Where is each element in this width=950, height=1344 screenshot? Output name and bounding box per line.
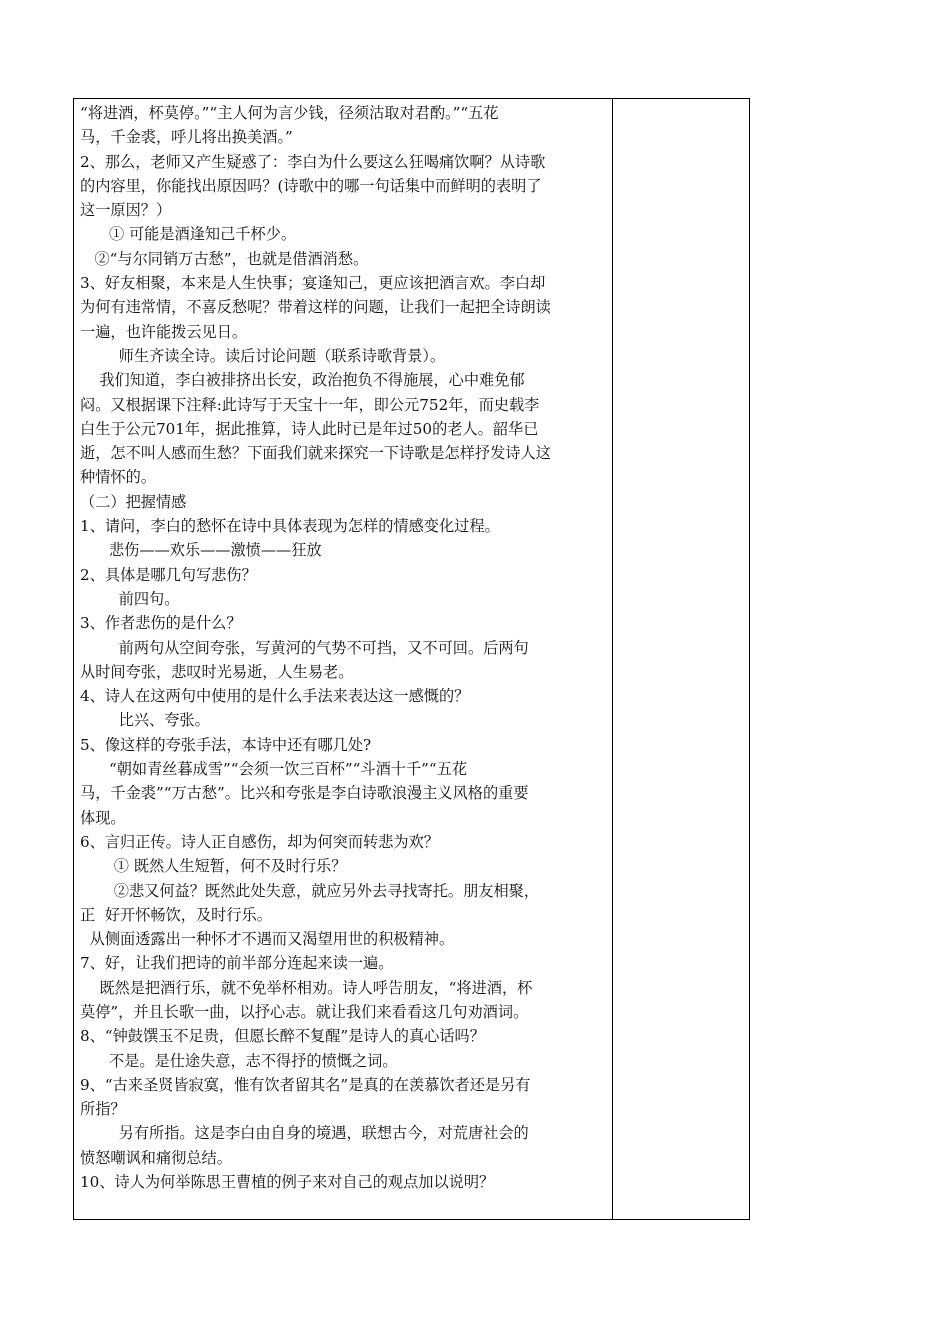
text-line: 种情怀的。 bbox=[80, 468, 156, 487]
text-line: 8、“钟鼓馔玉不足贵，但愿长醉不复醒”是诗人的真心话吗？ bbox=[80, 1027, 485, 1046]
text-line: 正 好开怀畅饮，及时行乐。 bbox=[80, 905, 272, 924]
text-line: 体现。 bbox=[80, 808, 126, 827]
text-line: 10、诗人为何举陈思王曹植的例子来对自己的观点加以说明？ bbox=[80, 1173, 495, 1192]
text-line: 马，千金裘”“万古愁”。比兴和夸张是李白诗歌浪漫主义风格的重要 bbox=[80, 784, 529, 803]
text-line: 马，千金裘，呼儿将出换美酒。” bbox=[80, 128, 293, 147]
text-line: 既然是把酒行乐，就不免举杯相劝。诗人呼告朋友，“将进酒，杯 bbox=[80, 978, 533, 997]
text-line: 这一原因？） bbox=[80, 201, 172, 220]
lesson-content bbox=[80, 101, 606, 1194]
text-line: ②悲又何益？既然此处失意，就应另外去寻找寄托。朋友相聚， bbox=[80, 881, 540, 900]
text-line: 7、好，让我们把诗的前半部分连起来读一遍。 bbox=[80, 954, 394, 973]
text-line: 愤怒嘲讽和痛彻总结。 bbox=[80, 1148, 232, 1167]
text-line: “朝如青丝暮成雪”“会须一饮三百杯”“斗酒十千”“五花 bbox=[80, 760, 468, 779]
text-line: 不是。是仕途失意，志不得抒的愤慨之词。 bbox=[80, 1051, 398, 1070]
text-line: 所指？ bbox=[80, 1100, 126, 1119]
text-line: 3、作者悲伤的是什么？ bbox=[80, 614, 242, 633]
section-heading: （二）把握情感 bbox=[80, 492, 187, 511]
text-line: ②“与尔同销万古愁”，也就是借酒消愁。 bbox=[80, 249, 369, 268]
text-line: 我们知道，李白被排挤出长安，政治抱负不得施展，心中难免郁 bbox=[80, 371, 525, 390]
text-line: 为何有违常情，不喜反愁呢？带着这样的问题，让我们一起把全诗朗读 bbox=[80, 298, 551, 317]
text-line: 悲伤——欢乐——激愤——狂放 bbox=[80, 541, 322, 560]
text-line: 的内容里，你能找出原因吗？(诗歌中的哪一句话集中而鲜明的表明了 bbox=[80, 176, 542, 195]
text-line: 5、像这样的夸张手法，本诗中还有哪几处? bbox=[80, 735, 372, 754]
text-line: ① 可能是酒逢知己千杯少。 bbox=[80, 225, 297, 244]
text-line: 莫停”，并且长歌一曲，以抒心志。就让我们来看看这几句劝酒词。 bbox=[80, 1002, 529, 1021]
text-line: 白生于公元701年，据此推算，诗人此时已是年过50的老人。韶华已 bbox=[80, 419, 539, 438]
text-line: 前两句从空间夸张，写黄河的气势不可挡，又不可回。后两句 bbox=[80, 638, 529, 657]
text-line: 2、具体是哪几句写悲伤？ bbox=[80, 565, 257, 584]
text-line: 3、好友相聚，本来是人生快事；宴逢知己，更应该把酒言欢。李白却 bbox=[80, 274, 546, 293]
text-line: 师生齐读全诗。读后讨论问题（联系诗歌背景）。 bbox=[80, 346, 446, 365]
text-line: 9、“古来圣贤皆寂寞，惟有饮者留其名”是真的在羡慕饮者还是另有 bbox=[80, 1075, 531, 1094]
text-line: 前四句。 bbox=[80, 589, 180, 608]
text-line: 6、言归正传。诗人正自感伤，却为何突而转悲为欢？ bbox=[80, 832, 439, 851]
text-line: 比兴、夸张。 bbox=[80, 711, 210, 730]
notes-column bbox=[613, 99, 749, 1219]
text-line: 闷。又根据课下注释:此诗写于天宝十一年，即公元752年，而史载李 bbox=[80, 395, 540, 414]
text-line: 从侧面透露出一种怀才不遇而又渴望用世的积极精神。 bbox=[80, 930, 455, 949]
text-line: 2、那么，老师又产生疑惑了：李白为什么要这么狂喝痛饮啊？从诗歌 bbox=[80, 152, 546, 171]
text-line: 1、请问，李白的愁怀在诗中具体表现为怎样的情感变化过程。 bbox=[80, 517, 500, 536]
text-line: 另有所指。这是李白由自身的境遇，联想古今，对荒唐社会的 bbox=[80, 1124, 529, 1143]
text-line: 4、诗人在这两句中使用的是什么手法来表达这一感慨的？ bbox=[80, 687, 470, 706]
lesson-table bbox=[73, 98, 750, 1220]
text-line: 逝，怎不叫人感而生愁？下面我们就来探究一下诗歌是怎样抒发诗人这 bbox=[80, 444, 551, 463]
text-line: 一遍，也许能拨云见日。 bbox=[80, 322, 248, 341]
text-line: ① 既然人生短暂，何不及时行乐？ bbox=[80, 857, 347, 876]
text-line: “将进酒，杯莫停。”“主人何为言少钱，径须沽取对君酌。”“五花 bbox=[80, 104, 499, 122]
text-line: 从时间夸张，悲叹时光易逝，人生易老。 bbox=[80, 662, 354, 681]
